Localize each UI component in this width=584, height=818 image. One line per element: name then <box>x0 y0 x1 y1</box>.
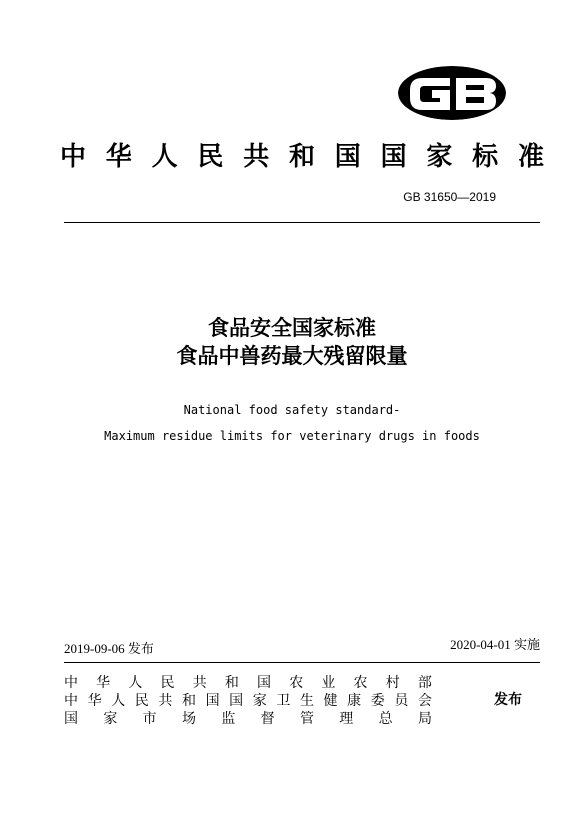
issuer-char: 康 <box>347 693 362 709</box>
issuer-char: 中 <box>64 675 78 691</box>
issuer-char: 部 <box>417 675 432 691</box>
issuer-char: 民 <box>134 693 149 709</box>
title-char: 共 <box>243 141 270 172</box>
issuer-char: 会 <box>417 693 432 709</box>
issuer-char: 华 <box>96 675 111 691</box>
issuer-char: 村 <box>385 675 400 691</box>
title-char: 人 <box>151 141 178 172</box>
issuer-char: 国 <box>64 711 78 727</box>
issuer-char: 农 <box>289 675 304 691</box>
issuer-char: 督 <box>260 711 275 727</box>
title-char: 华 <box>105 141 132 172</box>
issuer-char: 员 <box>394 693 409 709</box>
issuer-char: 委 <box>370 693 385 709</box>
issuer-char: 国 <box>205 693 220 709</box>
title-char: 国 <box>380 141 407 172</box>
title-char: 中 <box>60 141 87 172</box>
title-char: 和 <box>288 141 315 172</box>
issuer-char: 局 <box>417 711 432 727</box>
issuer-char: 市 <box>142 711 157 727</box>
title-char: 家 <box>426 141 453 172</box>
title-cn-line-1: 食品安全国家标准 <box>208 316 376 340</box>
issuer-char: 共 <box>192 675 207 691</box>
issuer-char: 国 <box>229 693 244 709</box>
issuer-char: 监 <box>221 711 236 727</box>
top-divider <box>64 222 540 223</box>
issuer-char: 人 <box>111 693 126 709</box>
issuer-char: 业 <box>321 675 336 691</box>
issuer-char: 管 <box>299 711 314 727</box>
issuer-char: 国 <box>257 675 272 691</box>
issuer-char: 民 <box>160 675 175 691</box>
title-char: 标 <box>472 141 499 172</box>
title-char: 国 <box>334 141 361 172</box>
issuer-char: 农 <box>353 675 368 691</box>
issuer-char: 场 <box>181 711 196 727</box>
issuer-char: 中 <box>64 693 78 709</box>
standard-number: GB 31650—2019 <box>403 190 496 204</box>
issuer-char: 生 <box>299 693 314 709</box>
issuer-char: 和 <box>181 693 196 709</box>
issue-date: 2019-09-06 发布 <box>64 641 154 656</box>
issuer-market-regulation <box>64 708 432 728</box>
issuer-char: 华 <box>87 693 102 709</box>
title-en-line-1: National food safety standard- <box>183 403 401 417</box>
issuer-char: 理 <box>339 711 354 727</box>
bottom-divider <box>64 662 540 663</box>
title-char: 民 <box>197 141 224 172</box>
country-standard-title <box>60 134 544 174</box>
title-en-line-2: Maximum residue limits for veterinary drugs in foods <box>104 429 480 443</box>
implementation-date: 2020-04-01 实施 <box>450 637 540 652</box>
issuer-char: 共 <box>158 693 173 709</box>
issuer-char: 健 <box>323 693 338 709</box>
issuer-char: 人 <box>128 675 143 691</box>
issuer-char: 家 <box>103 711 118 727</box>
issuer-char: 卫 <box>276 693 291 709</box>
title-cn-line-2: 食品中兽药最大残留限量 <box>176 344 408 368</box>
gb-logo <box>396 64 508 122</box>
publish-label: 发布 <box>494 692 522 708</box>
issuer-char: 和 <box>224 675 239 691</box>
title-char: 准 <box>517 141 544 172</box>
issuer-health-commission <box>64 690 432 710</box>
issuer-char: 家 <box>252 693 267 709</box>
issuer-char: 总 <box>378 711 393 727</box>
issuer-ministry-agriculture <box>64 672 432 692</box>
